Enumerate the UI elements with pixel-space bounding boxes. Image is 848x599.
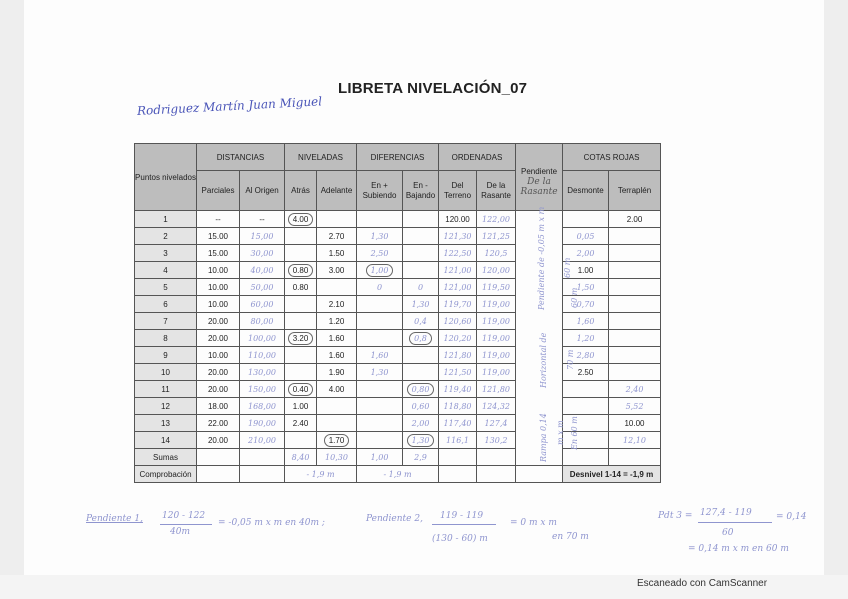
cell-menos [403,381,439,398]
cell-orig: 210,00 [240,432,285,449]
cell-adel [317,432,357,449]
cell-mas: 2,50 [357,245,403,262]
cell-menos: 0 [403,279,439,296]
header-pendiente-label: Pendiente [520,167,558,176]
circled-value: 3.20 [288,332,314,345]
cell-terr: 121,00 [439,262,477,279]
cell-mas [357,398,403,415]
header-en-menos: En - Bajando [403,171,439,211]
comp-cell [516,466,563,483]
formula-2-fraction-bar [432,524,496,525]
cell-p: 1 [135,211,197,228]
cell-p: 7 [135,313,197,330]
table-row [135,228,661,245]
formula-1-fraction-bar [160,524,212,525]
cell-parc: 10.00 [197,279,240,296]
cell-menos [403,347,439,364]
cell-ras: 120,5 [477,245,516,262]
cell-mas [357,415,403,432]
cell-menos [403,364,439,381]
cell-pend [516,313,563,330]
note-mxm: m x m [556,420,565,445]
cell-desm [563,381,609,398]
cell-menos [403,262,439,279]
cell-p: 8 [135,330,197,347]
cell-atras [285,330,317,347]
cell-terrap [609,228,661,245]
cell-mas: 1,30 [357,364,403,381]
table-row [135,364,661,381]
cell-pend [516,398,563,415]
cell-atras [285,313,317,330]
header-adelante: Adelante [317,171,357,211]
cell-adel: 3.00 [317,262,357,279]
cell-parc: 22.00 [197,415,240,432]
circled-value: 4.00 [288,213,314,226]
cell-ras: 121,25 [477,228,516,245]
cell-terrap [609,347,661,364]
cell-terr: 120.00 [439,211,477,228]
cell-orig: 168,00 [240,398,285,415]
cell-parc: 15.00 [197,228,240,245]
sumas-cell [197,449,240,466]
cell-atras [285,347,317,364]
scanner-watermark: Escaneado con CamScanner [637,578,768,589]
cell-atras [285,364,317,381]
comprobacion-diferencias: - 1,9 m [357,466,439,483]
leveling-table [134,143,661,483]
note-height-1: 60 m [570,287,579,308]
cell-desm [563,211,609,228]
cell-ras: 122,00 [477,211,516,228]
cell-menos [403,228,439,245]
table-row [135,296,661,313]
cell-mas [357,313,403,330]
header-al-origen: Al Origen [240,171,285,211]
cell-parc: 20.00 [197,330,240,347]
cell-menos: 1,30 [403,296,439,313]
cell-mas: 1,60 [357,347,403,364]
cell-mas: 1,30 [357,228,403,245]
cell-atras [285,245,317,262]
cell-ras: 121,80 [477,381,516,398]
cell-adel: 2.70 [317,228,357,245]
header-pendiente [516,144,563,211]
cell-desm [563,398,609,415]
cell-atras [285,296,317,313]
desnivel-total: Desnivel 1-14 = -1,9 m [563,466,661,483]
cell-parc: 10.00 [197,347,240,364]
cell-atras [285,432,317,449]
header-pendiente-handwritten: De la Rasante [520,177,558,197]
formula-3-result: = 0,14 [776,512,807,522]
cell-adel: 4.00 [317,381,357,398]
table-row [135,262,661,279]
comp-cell [477,466,516,483]
header-ordenadas: ORDENADAS [439,144,516,171]
table-row [135,313,661,330]
formula-2-numerator: 119 - 119 [440,511,484,521]
cell-terrap: 2.00 [609,211,661,228]
sumas-cell [477,449,516,466]
cell-terr: 122,50 [439,245,477,262]
cell-terr: 119,40 [439,381,477,398]
cell-adel [317,211,357,228]
header-desmonte: Desmonte [563,171,609,211]
formula-2-label: Pendiente 2, [366,514,423,524]
cell-adel: 1.60 [317,347,357,364]
cell-mas: 0 [357,279,403,296]
cell-p: 6 [135,296,197,313]
formula-2-denominator: (130 - 60) m [432,534,488,544]
cell-orig: 150,00 [240,381,285,398]
circled-value: 1,30 [407,434,435,447]
cell-ras: 124,32 [477,398,516,415]
cell-mas [357,296,403,313]
formula-3-line2: = 0,14 m x m en 60 m [688,544,789,554]
comp-cell [197,466,240,483]
cell-terrap [609,330,661,347]
cell-orig: 40,00 [240,262,285,279]
formula-1-label: Pendiente 1, [86,514,143,524]
cell-p: 10 [135,364,197,381]
cell-terr: 116,1 [439,432,477,449]
circled-value: 1.70 [324,434,350,447]
header-cotas-rojas: COTAS ROJAS [563,144,661,171]
cell-parc: 10.00 [197,262,240,279]
note-en60: En 60 m [570,416,579,450]
sumas-cell [439,449,477,466]
cell-orig: 80,00 [240,313,285,330]
cell-mas [357,262,403,279]
cell-p: 2 [135,228,197,245]
cell-ras: 119,50 [477,279,516,296]
formula-3-fraction-bar [698,522,772,523]
cell-p: 3 [135,245,197,262]
cell-terrap: 12,10 [609,432,661,449]
cell-adel: 1.20 [317,313,357,330]
table-row [135,381,661,398]
cell-parc: 20.00 [197,381,240,398]
cell-adel [317,415,357,432]
cell-terrap: 10.00 [609,415,661,432]
header-del-terreno: Del Terreno [439,171,477,211]
header-terraplen: Terraplén [609,171,661,211]
cell-parc: 20.00 [197,432,240,449]
cell-parc: 20.00 [197,364,240,381]
note-distance-2: 70 m [566,349,575,370]
cell-desm: 2,00 [563,245,609,262]
cell-terr: 118,80 [439,398,477,415]
cell-mas [357,381,403,398]
cell-p: 13 [135,415,197,432]
cell-parc: 15.00 [197,245,240,262]
note-horizontal: Horizontal de [539,332,548,388]
cell-desm: 0,05 [563,228,609,245]
formula-1-denominator: 40m [170,527,190,537]
cell-terr: 120,20 [439,330,477,347]
table-body [135,211,661,449]
table-row [135,211,661,228]
header-de-la-rasante: De la Rasante [477,171,516,211]
cell-parc: 18.00 [197,398,240,415]
cell-p: 12 [135,398,197,415]
header-en-mas: En + Subiendo [357,171,403,211]
cell-desm: 2,80 [563,347,609,364]
cell-parc: 20.00 [197,313,240,330]
cell-terrap: 2,40 [609,381,661,398]
formula-2-en: en 70 m [552,532,589,542]
cell-ras: 119,00 [477,313,516,330]
cell-adel: 1.60 [317,330,357,347]
cell-terrap [609,279,661,296]
cell-terrap [609,313,661,330]
cell-terr: 120,60 [439,313,477,330]
cell-orig: 30,00 [240,245,285,262]
cell-p: 11 [135,381,197,398]
sumas-cell [240,449,285,466]
cell-atras: 1.00 [285,398,317,415]
cell-p: 14 [135,432,197,449]
formula-1-result: = -0,05 m x m en 40m ; [218,518,325,528]
cell-desm: 1.00 [563,262,609,279]
header-diferencias: DIFERENCIAS [357,144,439,171]
cell-menos: 2,00 [403,415,439,432]
header-niveladas: NIVELADAS [285,144,357,171]
cell-atras [285,381,317,398]
table-row [135,245,661,262]
cell-terrap [609,364,661,381]
cell-terr: 121,00 [439,279,477,296]
cell-adel [317,279,357,296]
cell-desm: 0,70 [563,296,609,313]
cell-orig: 190,00 [240,415,285,432]
header-puntos: Puntos nivelados [135,144,197,211]
table-row [135,279,661,296]
cell-menos [403,330,439,347]
cell-adel: 2.10 [317,296,357,313]
cell-orig: 130,00 [240,364,285,381]
comp-cell [439,466,477,483]
comprobacion-niveladas: - 1,9 m [285,466,357,483]
table-row [135,330,661,347]
cell-p: 5 [135,279,197,296]
header-atras: Atrás [285,171,317,211]
formula-1-numerator: 120 - 122 [162,511,206,521]
cell-ras: 119,00 [477,330,516,347]
note-distance-1: 60 m [563,257,572,278]
cell-orig: 50,00 [240,279,285,296]
sumas-label: Sumas [135,449,197,466]
formula-3-label: Pdt 3 = [658,511,693,521]
cell-desm: 1,60 [563,313,609,330]
cell-ras: 130,2 [477,432,516,449]
cell-ras: 120,00 [477,262,516,279]
formula-3-numerator: 127,4 - 119 [700,508,752,518]
cell-terr: 121,30 [439,228,477,245]
cell-orig: -- [240,211,285,228]
cell-adel: 1.90 [317,364,357,381]
cell-desm: 1,50 [563,279,609,296]
table-row [135,415,661,432]
cell-mas [357,211,403,228]
header-distancias: DISTANCIAS [197,144,285,171]
cell-parc: -- [197,211,240,228]
sumas-atras: 8,40 [285,449,317,466]
cell-adel: 1.50 [317,245,357,262]
comp-cell [240,466,285,483]
cell-terr: 117,40 [439,415,477,432]
cell-desm: 1,20 [563,330,609,347]
formula-3-denominator: 60 [722,528,734,538]
circled-value: 0,8 [409,332,432,345]
comprobacion-label: Comprobación [135,466,197,483]
note-rampa: Rampa 0,14 [539,413,548,462]
cell-p: 4 [135,262,197,279]
cell-menos [403,245,439,262]
sumas-cell [609,449,661,466]
table-row [135,347,661,364]
cell-atras: 0.80 [285,279,317,296]
circled-value: 0,80 [407,383,435,396]
table-row [135,398,661,415]
sumas-en-mas: 1,00 [357,449,403,466]
cell-ras: 127,4 [477,415,516,432]
cell-ras: 119,00 [477,347,516,364]
cell-terrap [609,296,661,313]
sumas-cell [563,449,609,466]
cell-terr: 121,50 [439,364,477,381]
cell-desm: 2.50 [563,364,609,381]
cell-orig: 15,00 [240,228,285,245]
cell-terr: 121,80 [439,347,477,364]
cell-atras [285,228,317,245]
cell-ras: 119,00 [477,364,516,381]
page-title: LIBRETA NIVELACIÓN_07 [338,80,528,97]
cell-orig: 100,00 [240,330,285,347]
sumas-adelante: 10,30 [317,449,357,466]
circled-value: 0.80 [288,264,314,277]
cell-terr: 119,70 [439,296,477,313]
cell-atras [285,262,317,279]
header-parciales: Parciales [197,171,240,211]
cell-terrap: 5,52 [609,398,661,415]
cell-ras: 119,00 [477,296,516,313]
cell-menos [403,432,439,449]
cell-atras: 2.40 [285,415,317,432]
cell-mas [357,330,403,347]
cell-menos: 0,4 [403,313,439,330]
cell-orig: 110,00 [240,347,285,364]
cell-p: 9 [135,347,197,364]
cell-parc: 10.00 [197,296,240,313]
cell-orig: 60,00 [240,296,285,313]
circled-value: 0.40 [288,383,314,396]
cell-adel [317,398,357,415]
cell-terrap [609,262,661,279]
formula-2-result: = 0 m x m [510,518,557,528]
cell-menos: 0,60 [403,398,439,415]
cell-atras [285,211,317,228]
cell-terrap [609,245,661,262]
circled-value: 1,00 [366,264,394,277]
cell-menos [403,211,439,228]
student-name: Rodriguez Martín Juan Miguel [136,94,323,118]
cell-mas [357,432,403,449]
table-row [135,432,661,449]
sumas-en-menos: 2,9 [403,449,439,466]
note-pendiente-1: Pendiente de -0,05 m x m [537,206,546,310]
